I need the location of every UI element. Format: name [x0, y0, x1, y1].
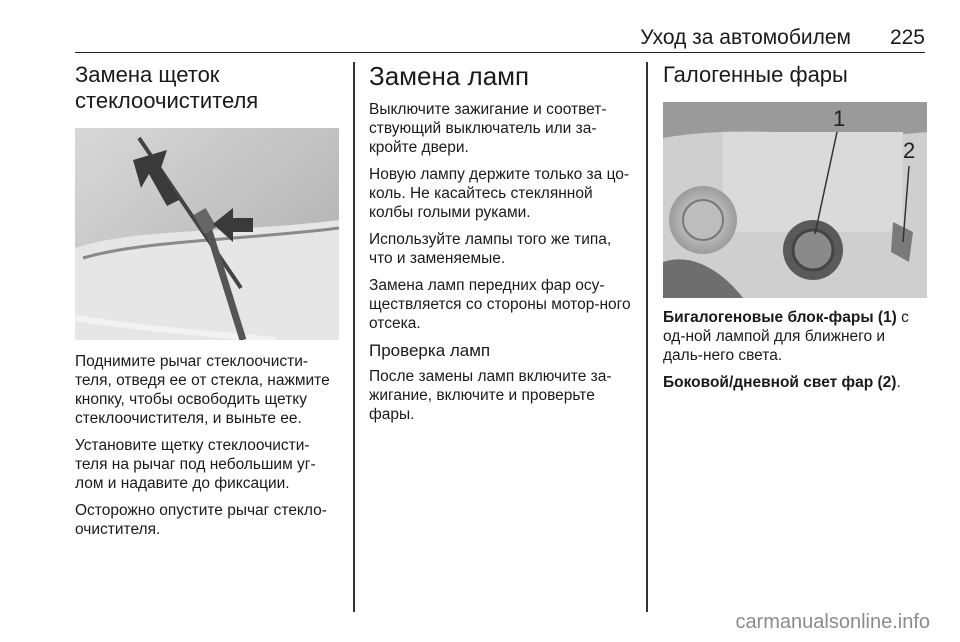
label-bihalogen: Бигалогеновые блок-фары (1): [663, 309, 897, 326]
subheading-check-bulbs: Проверка ламп: [369, 341, 491, 360]
page-header: [75, 22, 925, 53]
column-divider-2: [646, 62, 648, 612]
paragraph-remove-blade: Поднимите рычаг стеклоочисти-теля, отведя ее от стекла, нажмите кнопку, чтобы освободить щетку стеклоочистителя, и выньте ее.: [75, 353, 330, 427]
paragraph-side-light: [663, 373, 927, 392]
column-bulbs: [369, 62, 633, 432]
paragraph-check-lights: После замены ламп включите за-жигание, включите и проверьте фары.: [369, 368, 612, 423]
text-bihalogen: с од-ной лампой для ближнего и даль-него света.: [663, 309, 909, 364]
paragraph-hold-base: Новую лампу держите только за цо-коль. Не касайтесь стеклянной колбы голыми руками.: [369, 166, 630, 221]
paragraph-lower-arm: Осторожно опустите рычаг стекло-очистителя.: [75, 502, 327, 538]
header-title: Уход за автомобилем: [640, 26, 851, 49]
headlamp-illustration: [663, 102, 927, 298]
label-side-light: Боковой/дневной свет фар (2): [663, 374, 897, 391]
callout-2: 2: [903, 138, 916, 163]
callout-1: 1: [833, 106, 846, 131]
section-heading-wiper: Замена щеток стеклоочистителя: [75, 62, 259, 113]
paragraph-engine-side: Замена ламп передних фар осу-ществляется со стороны мотор-ного отсека.: [369, 277, 631, 332]
paragraph-install-blade: Установите щетку стеклоочисти-теля на рычаг под небольшим уг-лом и надавите до фиксации.: [75, 437, 316, 492]
wiper-illustration: [75, 128, 339, 340]
column-divider-1: [353, 62, 355, 612]
paragraph-bihalogen: [663, 308, 927, 365]
watermark: carmanualsonline.info: [735, 611, 930, 633]
paragraph-ignition-off: Выключите зажигание и соответ-ствующий выключатель или за-кройте двери.: [369, 101, 607, 156]
column-halogen: [663, 62, 927, 400]
text-side-light: .: [896, 374, 901, 391]
page-number: 225: [889, 26, 925, 49]
paragraph-same-type: Используйте лампы того же типа, что и заменяемые.: [369, 231, 612, 267]
section-heading-halogen: Галогенные фары: [663, 62, 848, 87]
section-heading-bulbs: Замена ламп: [369, 61, 530, 91]
column-wiper: [75, 62, 339, 547]
